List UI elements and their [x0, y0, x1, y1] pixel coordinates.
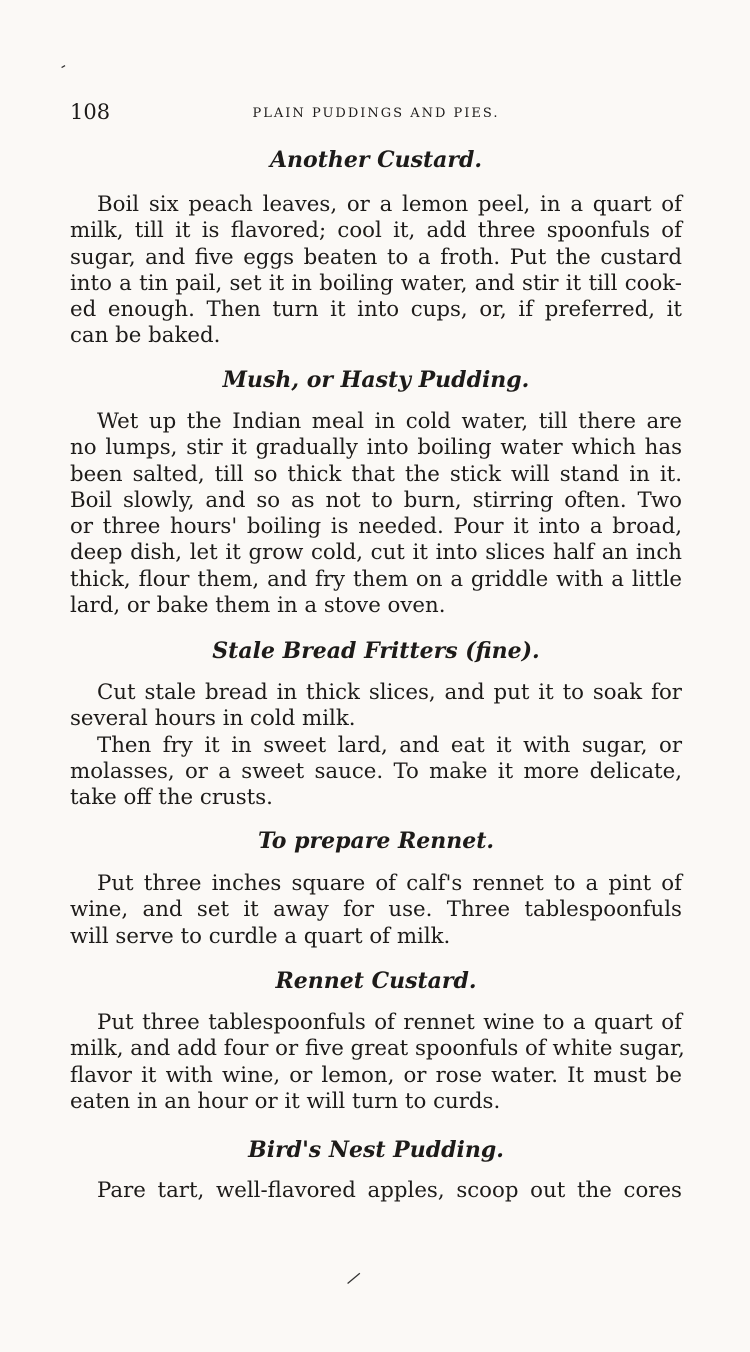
- page-header: [70, 100, 682, 130]
- text-line: will serve to curdle a quart of milk.: [70, 923, 451, 949]
- text-line: can be baked.: [70, 323, 221, 349]
- text-line: deep dish, let it grow cold, cut it into slices half an inch: [70, 540, 682, 566]
- text-line: Put three tablespoonfuls of rennet wine to a quart of: [97, 1010, 682, 1035]
- ink-mark: |: [345, 1269, 364, 1286]
- text-line: Cut stale bread in thick slices, and put it to soak for: [97, 680, 682, 705]
- text-line: no lumps, stir it gradually into boiling water which has: [70, 435, 682, 461]
- recipe-stale-bread-fritters: [70, 637, 682, 811]
- text-line: thick, flour them, and fry them on a griddle with a little: [70, 566, 682, 592]
- text-line: Pare tart, well-flavored apples, scoop out the cores: [97, 1178, 682, 1203]
- recipe-title: Mush, or Hasty Pudding.: [222, 367, 530, 393]
- recipe-title: Bird's Nest Pudding.: [248, 1137, 504, 1163]
- text-line: lard, or bake them in a stove oven.: [70, 593, 446, 619]
- recipe-text: [70, 409, 682, 619]
- text-line: Wet up the Indian meal in cold water, till there are: [97, 409, 682, 434]
- text-line: Then fry it in sweet lard, and eat it with sugar, or: [97, 732, 682, 758]
- page-number: 108: [70, 100, 111, 124]
- recipe-title: Rennet Custard.: [275, 968, 477, 994]
- recipe-rennet-custard: [70, 967, 685, 1115]
- ink-mark: -: [55, 55, 70, 76]
- text-line: eaten in an hour or it will turn to curds.: [70, 1088, 501, 1114]
- text-line: molasses, or a sweet sauce. To make it more delicate,: [70, 758, 682, 784]
- running-head: PLAIN PUDDINGS AND PIES.: [252, 106, 500, 121]
- text-line: into a tin pail, set it in boiling water, and stir it till cook-: [70, 270, 682, 296]
- text-line: flavor it with wine, or lemon, or rose water. It must be: [70, 1062, 682, 1088]
- recipe-text: [70, 1010, 685, 1115]
- text-line: wine, and set it away for use. Three tablespoonfuls: [70, 897, 682, 923]
- text-line: ed enough. Then turn it into cups, or, if preferred, it: [70, 297, 682, 323]
- recipe-title: To prepare Rennet.: [257, 828, 495, 854]
- recipe-prepare-rennet: [70, 827, 682, 950]
- text-line: milk, and add four or five great spoonfuls of white sugar,: [70, 1036, 685, 1062]
- recipe-title: Another Custard.: [269, 147, 483, 173]
- recipe-text: [70, 1178, 682, 1204]
- text-line: Boil six peach leaves, or a lemon peel, in a quart of: [97, 192, 682, 217]
- recipe-title: Stale Bread Fritters (fine).: [212, 638, 540, 664]
- text-line: take off the crusts.: [70, 785, 273, 811]
- text-line: several hours in cold milk.: [70, 706, 356, 732]
- recipe-birds-nest-pudding: [70, 1136, 682, 1204]
- recipe-text: [70, 871, 682, 950]
- recipe-text: [70, 192, 682, 350]
- recipe-mush: [70, 366, 682, 619]
- text-line: milk, till it is flavored; cool it, add three spoonfuls of: [70, 218, 682, 244]
- recipe-text: [70, 680, 682, 733]
- recipe-text: [70, 733, 682, 812]
- text-line: Boil slowly, and so as not to burn, stirring often. Two: [70, 487, 682, 513]
- text-line: Put three inches square of calf's rennet to a pint of: [97, 871, 682, 896]
- recipe-another-custard: [70, 146, 682, 350]
- text-line: been salted, till so thick that the stick will stand in it.: [70, 461, 682, 487]
- text-line: sugar, and five eggs beaten to a froth. Put the custard: [70, 244, 682, 270]
- text-line: or three hours' boiling is needed. Pour it into a broad,: [70, 514, 682, 540]
